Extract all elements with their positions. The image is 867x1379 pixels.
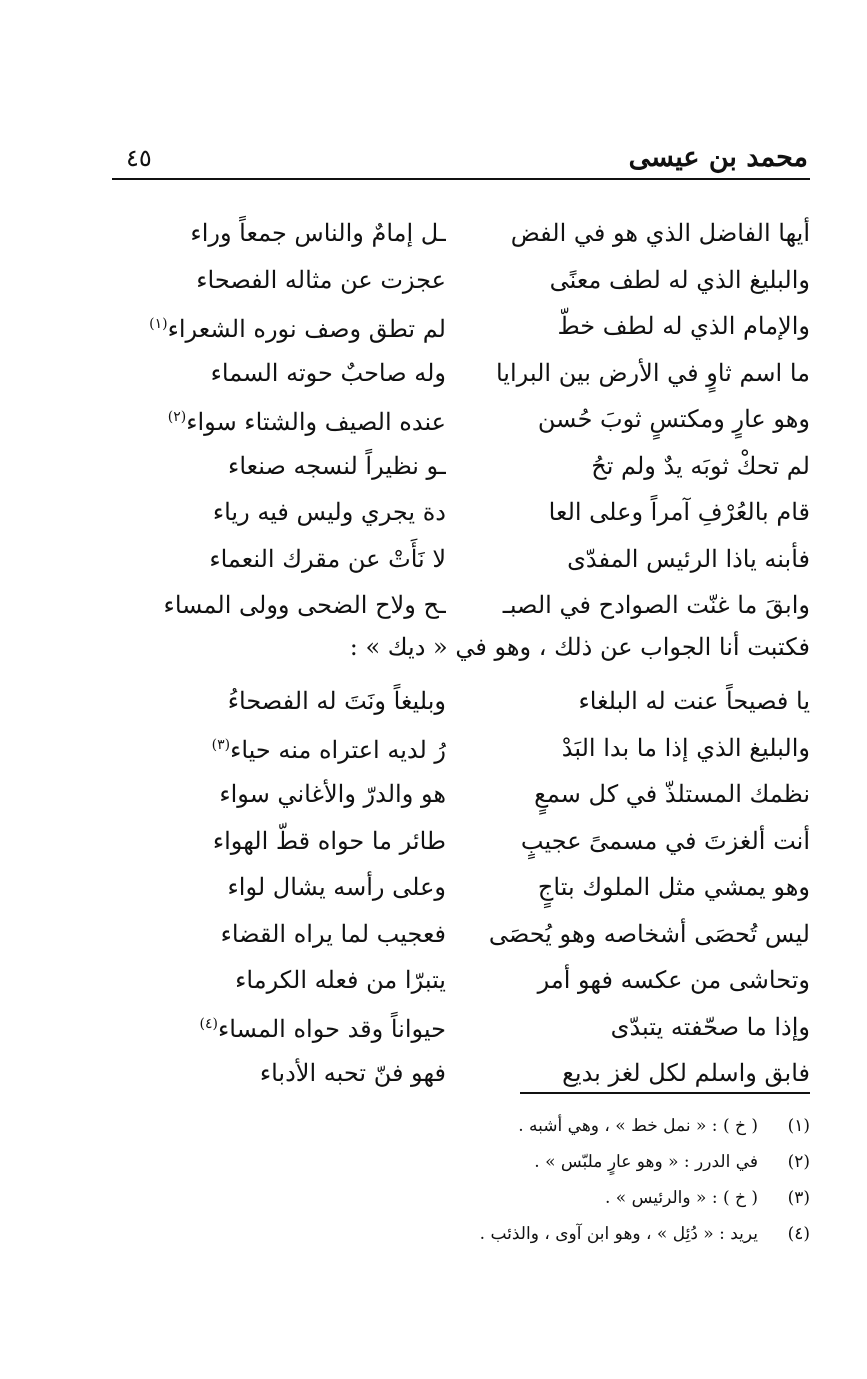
first-hemistich: نظمك المستلذّ في كل سمعٍ (534, 780, 810, 809)
footnote (300, 1216, 810, 1252)
hemistich-text: ـح ولاح الضحى وولى المساء (163, 591, 446, 620)
second-hemistich (112, 210, 446, 256)
footnote-divider (520, 1092, 810, 1094)
verse-line (112, 536, 810, 583)
verse-line (112, 350, 810, 397)
first-hemistich: والبليغ الذي له لطف معنًى (549, 265, 810, 294)
footnote-text: يريد : « دُئِل » ، وهو ابن آوى ، والذئب . (479, 1224, 758, 1244)
footnote (300, 1108, 810, 1144)
second-hemistich (112, 957, 446, 1003)
footnote-marker: (٤) (199, 1016, 218, 1033)
poem-stanza-2 (112, 678, 810, 1097)
hemistich-text: رُ لديه اعتراه منه حياء (230, 736, 446, 765)
second-hemistich (112, 394, 446, 445)
footnote (300, 1144, 810, 1180)
verse-line (112, 864, 810, 911)
first-hemistich: وهو يمشي مثل الملوك بتاجٍ (537, 873, 810, 902)
hemistich-text: وبليغاً ونَتَ له الفصحاءُ (227, 687, 446, 716)
second-hemistich (112, 536, 446, 582)
hemistich-text: حيواناً وقد حواه المساء (217, 1015, 446, 1044)
verse-line (112, 1050, 810, 1097)
footnote-number: (١) (787, 1116, 810, 1136)
second-hemistich (112, 350, 446, 396)
verse-line (112, 725, 810, 772)
verse-line (112, 771, 810, 818)
footnotes (300, 1108, 810, 1252)
second-hemistich (112, 678, 446, 724)
hemistich-text: لم تطق وصف نوره الشعراء (167, 314, 446, 343)
verse-line (112, 678, 810, 725)
footnote-number: (٤) (787, 1224, 810, 1244)
verse-line (112, 489, 810, 536)
second-hemistich (112, 818, 446, 864)
footnote-text: ( خ ) : « نمل خط » ، وهي أشبه . (518, 1116, 758, 1136)
second-hemistich (112, 911, 446, 957)
footnote-text: ( خ ) : « والرئيس » . (604, 1188, 758, 1208)
hemistich-text: فهو فنّ تحبه الأدباء (259, 1059, 446, 1088)
verse-line (112, 257, 810, 304)
verse-line (112, 818, 810, 865)
verse-line (112, 957, 810, 1004)
verse-line (112, 1004, 810, 1051)
first-hemistich: أيها الفاضل الذي هو في الفض (510, 219, 810, 248)
first-hemistich: ليس تُحصَى أشخاصه وهو يُحصَى (488, 919, 810, 948)
footnote-marker: (١) (149, 315, 168, 332)
footnote-number: (٣) (787, 1188, 810, 1208)
first-hemistich: لم تحكْ ثوبَه يدٌ ولم تحُ (591, 451, 810, 480)
first-hemistich: وهو عارٍ ومكتسٍ ثوبَ حُسن (537, 405, 810, 434)
footnote-number: (٢) (787, 1152, 810, 1172)
second-hemistich (112, 489, 446, 535)
verse-line (112, 582, 810, 629)
second-hemistich (112, 722, 446, 773)
first-hemistich: يا فصيحاً عنت له البلغاء (578, 687, 810, 716)
second-hemistich (112, 1050, 446, 1096)
hemistich-text: فعجيب لما يراه القضاء (220, 919, 446, 948)
first-hemistich: وتحاشى من عكسه فهو أمر (537, 966, 810, 995)
second-hemistich (112, 771, 446, 817)
hemistich-text: ـل إمامٌ والناس جمعاً وراء (190, 219, 446, 248)
prose-line: فكتبت أنا الجواب عن ذلك ، وهو في « ديك » : (349, 633, 810, 661)
first-hemistich: ما اسم ثاوٍ في الأرض بين البرايا (495, 358, 810, 387)
verse-line (112, 210, 810, 257)
first-hemistich: قام بالعُرْفِ آمراً وعلى العا (548, 498, 810, 527)
poem-stanza-1 (112, 210, 810, 629)
hemistich-text: عجزت عن مثاله الفصحاء (196, 265, 446, 294)
first-hemistich: وابقَ ما غنّت الصوادح في الصبـ (502, 591, 810, 620)
hemistich-text: دة يجري وليس فيه رياء (212, 498, 446, 527)
first-hemistich: فأبنه ياذا الرئيس المفدّى (567, 544, 810, 573)
hemistich-text: عنده الصيف والشتاء سواء (186, 407, 446, 436)
page-number: ٤٥ (126, 144, 152, 172)
hemistich-text: يتبرّا من فعله الكرماء (235, 966, 446, 995)
hemistich-text: هو والدرّ والأغاني سواء (219, 780, 446, 809)
second-hemistich (112, 582, 446, 628)
second-hemistich (112, 443, 446, 489)
second-hemistich (112, 1001, 446, 1052)
footnote-marker: (٣) (211, 737, 231, 754)
verse-line (112, 443, 810, 490)
footnote-text: في الدرر : « وهو عارٍ ملبّس » . (534, 1152, 758, 1172)
verse-line (112, 911, 810, 958)
second-hemistich (112, 257, 446, 303)
first-hemistich: والبليغ الذي إذا ما بدا البَدْ (561, 733, 810, 762)
first-hemistich: فابق واسلم لكل لغز بديع (562, 1059, 810, 1088)
hemistich-text: طائر ما حواه قطّ الهواء (212, 826, 446, 855)
hemistich-text: لا نَأَتْ عن مقرك النعماء (209, 544, 446, 573)
first-hemistich: وإذا ما صحّفته يتبدّى (610, 1012, 810, 1041)
second-hemistich (112, 864, 446, 910)
footnote-marker: (٢) (167, 408, 187, 425)
verse-line (112, 396, 810, 443)
second-hemistich (112, 301, 446, 352)
footnote (300, 1180, 810, 1216)
first-hemistich: أنت ألغزتَ في مسمىً عجيبٍ (520, 826, 810, 855)
hemistich-text: ـو نظيراً لنسجه صنعاء (228, 451, 446, 480)
verse-line (112, 303, 810, 350)
hemistich-text: وعلى رأسه يشال لواء (227, 873, 446, 902)
running-title: محمد بن عيسى (628, 142, 808, 173)
first-hemistich: والإمام الذي له لطف خطّ (557, 312, 810, 341)
hemistich-text: وله صاحبٌ حوته السماء (210, 358, 446, 387)
page-header (112, 138, 810, 180)
